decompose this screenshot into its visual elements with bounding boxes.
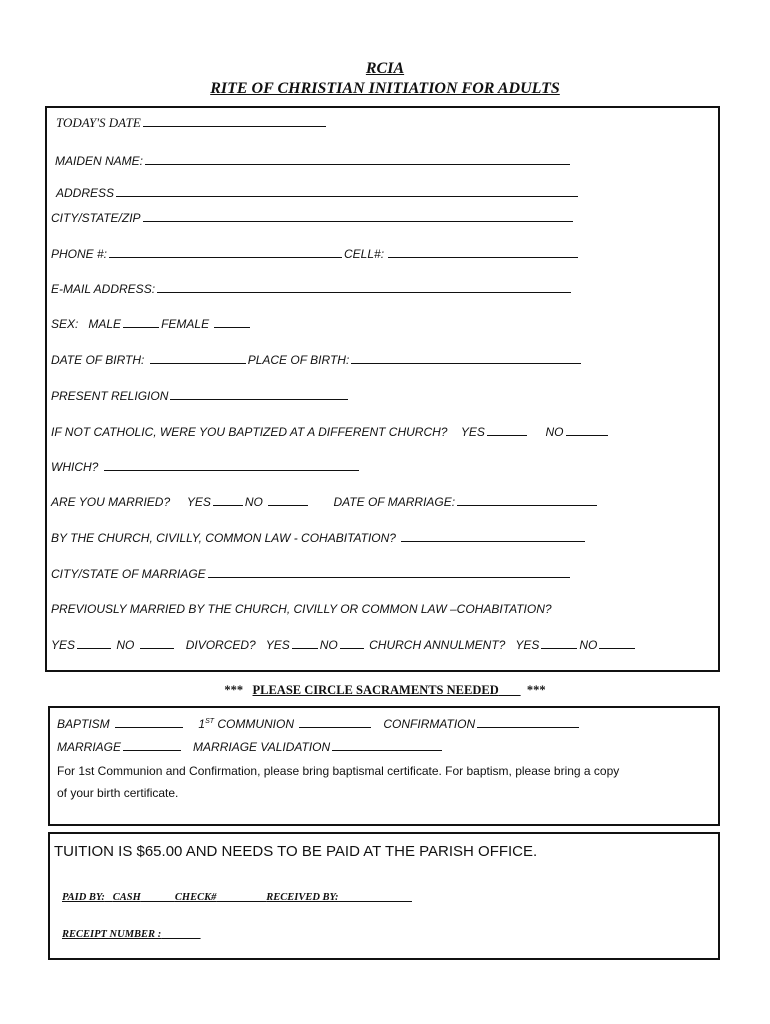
married-yes-label: YES xyxy=(186,495,211,509)
baptized-no-label: NO xyxy=(545,425,564,439)
address-field[interactable] xyxy=(116,185,578,197)
female-label: FEMALE xyxy=(161,317,210,331)
annulment-no-label: NO xyxy=(579,638,598,652)
male-field[interactable] xyxy=(123,316,159,328)
baptism-field[interactable] xyxy=(115,716,183,728)
divorced-yes-field[interactable] xyxy=(292,637,318,649)
first-communion-field[interactable] xyxy=(299,716,371,728)
married-yes-field[interactable] xyxy=(213,494,243,506)
present-religion-label: PRESENT RELIGION xyxy=(51,389,169,403)
divorce-annulment-row xyxy=(51,637,637,652)
todays-date-row xyxy=(56,115,328,131)
email-label: E-MAIL ADDRESS: xyxy=(51,282,156,296)
address-row xyxy=(56,185,580,200)
sacraments-heading xyxy=(0,683,770,698)
receipt-row xyxy=(62,929,201,940)
annulment-label: CHURCH ANNULMENT? xyxy=(369,638,506,652)
birth-row xyxy=(51,352,583,367)
prev-married-no-label: NO xyxy=(116,638,135,652)
prev-married-yes-field[interactable] xyxy=(77,637,111,649)
first-communion-num: 1 xyxy=(198,717,206,731)
sacraments-row-2 xyxy=(57,739,444,754)
tuition-text: TUITION IS $65.00 AND NEEDS TO BE PAID AT THE PARISH OFFICE. xyxy=(54,843,538,860)
prev-married-no-field[interactable] xyxy=(140,637,174,649)
cell-label: CELL#: xyxy=(344,247,385,261)
divorced-label: DIVORCED? xyxy=(185,638,256,652)
city-state-zip-field[interactable] xyxy=(143,210,573,222)
baptized-yes-field[interactable] xyxy=(487,424,527,436)
married-no-label: NO xyxy=(244,495,263,509)
date-of-marriage-label: DATE OF MARRIAGE: xyxy=(333,495,456,509)
first-communion-label: COMMUNION xyxy=(217,717,295,731)
sacraments-note xyxy=(57,760,717,804)
marriage-validation-label: MARRIAGE VALIDATION xyxy=(193,740,331,754)
sex-row xyxy=(51,316,252,331)
married-no-field[interactable] xyxy=(268,494,308,506)
place-of-birth-field[interactable] xyxy=(351,352,581,364)
baptized-yes-label: YES xyxy=(460,425,485,439)
note-line-2: of your birth certificate. xyxy=(57,786,179,800)
note-line-1: For 1st Communion and Confirmation, please bring baptismal certificate. For baptism, please bring a copy xyxy=(57,764,620,778)
marriage-field[interactable] xyxy=(123,739,181,751)
married-row xyxy=(51,494,599,509)
prev-married-yes-label: YES xyxy=(51,638,76,652)
female-field[interactable] xyxy=(214,316,250,328)
maiden-name-label: MAIDEN NAME: xyxy=(55,154,144,168)
which-field[interactable] xyxy=(104,459,359,471)
city-state-marriage-label: CITY/STATE OF MARRIAGE xyxy=(51,567,206,581)
address-label: ADDRESS xyxy=(56,186,115,200)
marriage-label: MARRIAGE xyxy=(57,740,122,754)
email-field[interactable] xyxy=(157,281,571,293)
male-label: MALE xyxy=(88,317,122,331)
baptized-row xyxy=(51,424,610,439)
baptized-no-field[interactable] xyxy=(566,424,608,436)
first-communion-sup: ST xyxy=(205,718,215,725)
dob-field[interactable] xyxy=(150,352,246,364)
phone-row xyxy=(51,246,580,261)
date-of-marriage-field[interactable] xyxy=(457,494,597,506)
previously-married-label: PREVIOUSLY MARRIED BY THE CHURCH, CIVILLY OR COMMON LAW –COHABITATION? xyxy=(51,602,552,616)
not-catholic-label: IF NOT CATHOLIC, WERE YOU BAPTIZED AT A DIFFERENT CHURCH? xyxy=(51,425,448,439)
city-state-marriage-row xyxy=(51,566,572,581)
by-church-label: BY THE CHURCH, CIVILLY, COMMON LAW - COHABITATION? xyxy=(51,531,396,545)
email-row xyxy=(51,281,573,296)
maiden-name-field[interactable] xyxy=(145,153,570,165)
sacraments-heading-text: PLEASE CIRCLE SACRAMENTS NEEDED xyxy=(252,683,499,697)
by-church-field[interactable] xyxy=(401,530,585,542)
paid-by-label: PAID BY: xyxy=(62,892,105,903)
present-religion-field[interactable] xyxy=(170,388,348,400)
married-label: ARE YOU MARRIED? xyxy=(51,495,171,509)
city-state-zip-label: CITY/STATE/ZIP xyxy=(51,211,141,225)
receipt-number-label: RECEIPT NUMBER : xyxy=(62,929,162,940)
religion-row xyxy=(51,388,350,403)
todays-date-field[interactable] xyxy=(143,115,326,127)
divorced-yes-label: YES xyxy=(265,638,290,652)
annulment-yes-label: YES xyxy=(515,638,540,652)
phone-label: PHONE #: xyxy=(51,247,108,261)
form-title: RCIA xyxy=(365,60,405,77)
heading-stars-right: *** xyxy=(526,683,546,697)
which-row xyxy=(51,459,361,474)
marriage-validation-field[interactable] xyxy=(332,739,442,751)
paid-by-row xyxy=(62,892,412,903)
divorced-no-field[interactable] xyxy=(340,637,364,649)
confirmation-field[interactable] xyxy=(477,716,579,728)
annulment-no-field[interactable] xyxy=(599,637,635,649)
place-of-birth-label: PLACE OF BIRTH: xyxy=(247,353,350,367)
form-subtitle: RITE OF CHRISTIAN INITIATION FOR ADULTS xyxy=(210,80,560,97)
todays-date-label: TODAY'S DATE xyxy=(56,115,141,130)
maiden-name-row xyxy=(55,153,572,168)
confirmation-label: CONFIRMATION xyxy=(383,717,476,731)
divorced-no-label: NO xyxy=(319,638,338,652)
dob-label: DATE OF BIRTH: xyxy=(51,353,145,367)
phone-field[interactable] xyxy=(109,246,342,258)
sex-label: SEX: xyxy=(51,317,79,331)
received-by-label: RECEIVED BY: xyxy=(266,892,339,903)
baptism-label: BAPTISM xyxy=(57,717,110,731)
check-label[interactable]: CHECK# xyxy=(174,892,217,903)
city-state-zip-row xyxy=(51,210,575,225)
heading-stars-left: *** xyxy=(224,683,244,697)
previously-married-row xyxy=(51,602,552,616)
cash-label[interactable]: CASH xyxy=(112,892,141,903)
cell-field[interactable] xyxy=(388,246,578,258)
city-state-marriage-field[interactable] xyxy=(208,566,570,578)
annulment-yes-field[interactable] xyxy=(541,637,577,649)
received-by-field[interactable] xyxy=(338,892,412,903)
which-label: WHICH? xyxy=(51,460,99,474)
receipt-number-field[interactable] xyxy=(161,929,200,940)
sacraments-row-1 xyxy=(57,715,581,731)
by-church-row xyxy=(51,530,587,545)
